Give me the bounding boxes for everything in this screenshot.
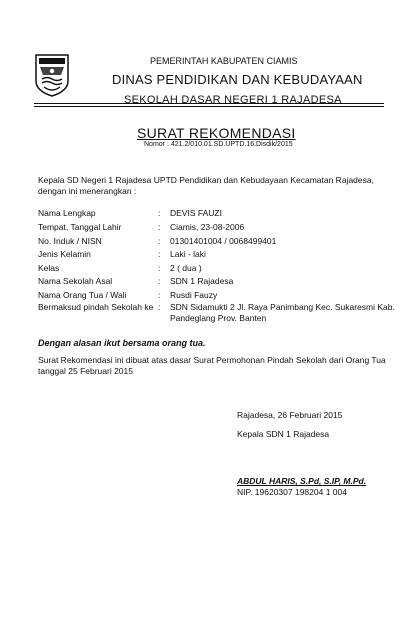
signatory-nip: NIP. 19620307 198204 1 004	[237, 487, 347, 497]
intro-text-line-1: Kepala SD Negeri 1 Rajadesa UPTD Pendidikan dan Kebudayaan Kecamatan Rajadesa,	[38, 175, 374, 185]
field-value: 01301401004 / 0068499401	[170, 236, 277, 246]
signatory-name: ABDUL HARIS, S.Pd, S.IP, M.Pd.	[237, 476, 367, 486]
field-label: Nama Sekolah Asal	[38, 276, 113, 286]
letterhead-divider	[34, 103, 384, 104]
school-name: SEKOLAH DASAR NEGERI 1 RAJADESA	[124, 94, 342, 103]
letterhead-divider-thin	[34, 106, 384, 107]
signature-position: Kepala SDN 1 Rajadesa	[237, 429, 330, 439]
field-value: DEVIS FAUZI	[170, 208, 222, 218]
basis-text-line-1: Surat Rekomendasi ini dibuat atas dasar Surat Permohonan Pindah Sekolah dari Orang Tua	[38, 355, 386, 365]
field-value: SDN 1 Rajadesa	[170, 276, 234, 286]
field-colon: :	[158, 290, 161, 300]
field-label: Jenis Kelamin	[38, 249, 91, 259]
field-colon: :	[158, 249, 161, 259]
regency-emblem-logo	[34, 53, 70, 97]
government-name: PEMERINTAH KABUPATEN CIAMIS	[150, 56, 298, 66]
field-colon: :	[158, 276, 161, 286]
field-colon: :	[158, 222, 161, 232]
signature-place-date: Rajadesa, 26 Februari 2015	[237, 410, 343, 420]
department-name: DINAS PENDIDIKAN DAN KEBUDAYAAN	[112, 72, 363, 87]
field-label: Bermaksud pindah Sekolah ke	[38, 302, 154, 312]
field-colon: :	[158, 263, 161, 273]
field-value: Rusdi Fauzy	[170, 290, 218, 300]
field-label: Tempat, Tanggal Lahir	[38, 222, 122, 232]
field-value: 2 ( dua )	[170, 263, 202, 273]
field-label: Kelas	[38, 263, 60, 273]
field-colon: :	[158, 236, 161, 246]
field-colon: :	[158, 302, 161, 312]
field-value: SDN Sidamukti 2 Jl. Raya Panimbang Kec. Sukaresmi Kab. Pandeglang Prov. Banten	[170, 302, 395, 323]
field-colon: :	[158, 208, 161, 218]
field-label: Nama Lengkap	[38, 208, 96, 218]
reason-heading: Dengan alasan ikut bersama orang tua.	[38, 338, 206, 348]
field-value: Laki - laki	[170, 249, 206, 259]
field-value: Ciamis, 23-08-2006	[170, 222, 245, 232]
basis-text-line-2: tanggal 25 Februari 2015	[38, 366, 133, 376]
field-label: No. Induk / NISN	[38, 236, 102, 246]
document-number: Nomor : 421.2/010.01.SD.UPTD.16.Disdik/2015	[144, 141, 293, 148]
document-title: SURAT REKOMENDASI	[137, 125, 296, 141]
intro-text-line-2: dengan ini menerangkan :	[38, 186, 137, 196]
field-label: Nama Orang Tua / Wali	[38, 290, 127, 300]
